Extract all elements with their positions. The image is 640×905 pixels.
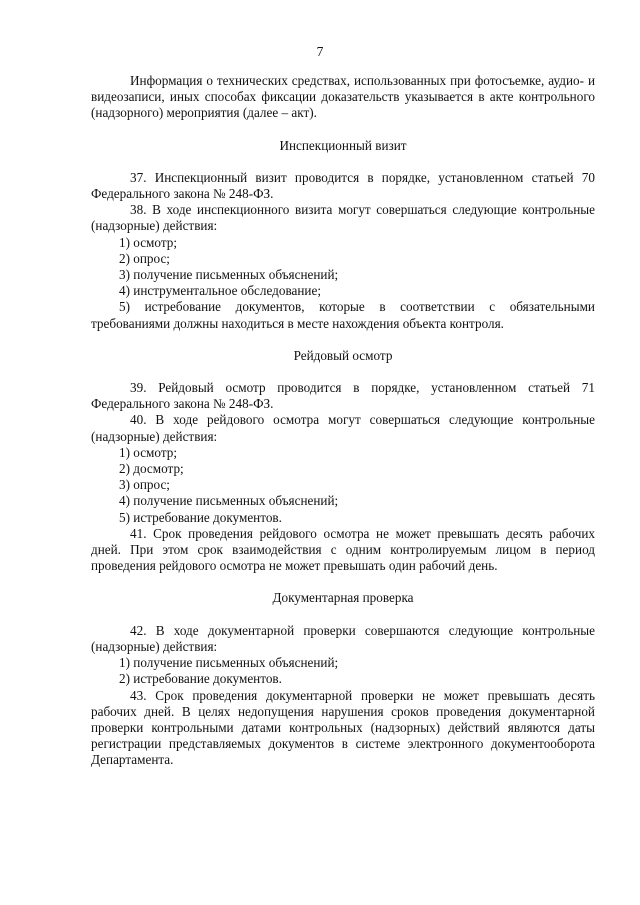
paragraph-41: 41. Срок проведения рейдового осмотра не может превышать десять рабочих дней. При этом срок взаимодействия с одним контролируемым лицом в период проведения рейдового осмотра не может превышать один рабочий день.: [91, 525, 595, 574]
paragraph-37: 37. Инспекционный визит проводится в порядке, установленном статьей 70 Федерального закона № 248-ФЗ.: [91, 169, 595, 202]
list-item: 5) истребование документов, которые в соответствии с обязательными требованиями должны находиться в месте нахождения объекта контроля.: [91, 299, 595, 331]
paragraph-42: 42. В ходе документарной проверки совершаются следующие контрольные (надзорные) действия:: [91, 622, 595, 654]
list-item: 3) опрос;: [119, 477, 170, 493]
list-item: 2) истребование документов.: [119, 671, 282, 687]
list-item: 1) осмотр;: [119, 234, 178, 250]
page-number: 7: [316, 44, 324, 59]
list-item: 1) осмотр;: [119, 444, 178, 460]
paragraph-43: 43. Срок проведения документарной проверки не может превышать десять рабочих дней. В целях недопущения нарушения сроков проведения документарной проверки контрольными датами контрольных (надзорных) действий являются даты регистрации представляемых документов в системе электронного документооборота Департамента.: [91, 687, 595, 768]
list-item: 4) инструментальное обследование;: [119, 283, 321, 299]
heading-raid-inspection: Рейдовый осмотр: [293, 347, 393, 363]
page-content: [91, 73, 595, 769]
heading-inspection-visit: Инспекционный визит: [279, 137, 407, 153]
list-item: 2) опрос;: [119, 250, 170, 266]
list-item: 5) истребование документов.: [119, 509, 282, 525]
paragraph-39: 39. Рейдовый осмотр проводится в порядке, установленном статьей 71 Федерального закона № 248-ФЗ.: [91, 380, 595, 412]
list-item: 3) получение письменных объяснений;: [119, 267, 339, 283]
paragraph-40: 40. В ходе рейдового осмотра могут совершаться следующие контрольные (надзорные) действия:: [91, 412, 595, 444]
paragraph-38: 38. В ходе инспекционного визита могут совершаться следующие контрольные (надзорные) действия:: [91, 202, 595, 234]
list-item: 4) получение письменных объяснений;: [119, 493, 339, 509]
intro-paragraph: Информация о технических средствах, использованных при фотосъемке, аудио- и видеозаписи, иных способах фиксации доказательств указывается в акте контрольного (надзорного) мероприятия (далее – акт).: [91, 73, 595, 121]
list-item: 1) получение письменных объяснений;: [119, 655, 339, 671]
heading-documentary-check: Документарная проверка: [272, 590, 414, 606]
list-item: 2) досмотр;: [119, 461, 184, 477]
